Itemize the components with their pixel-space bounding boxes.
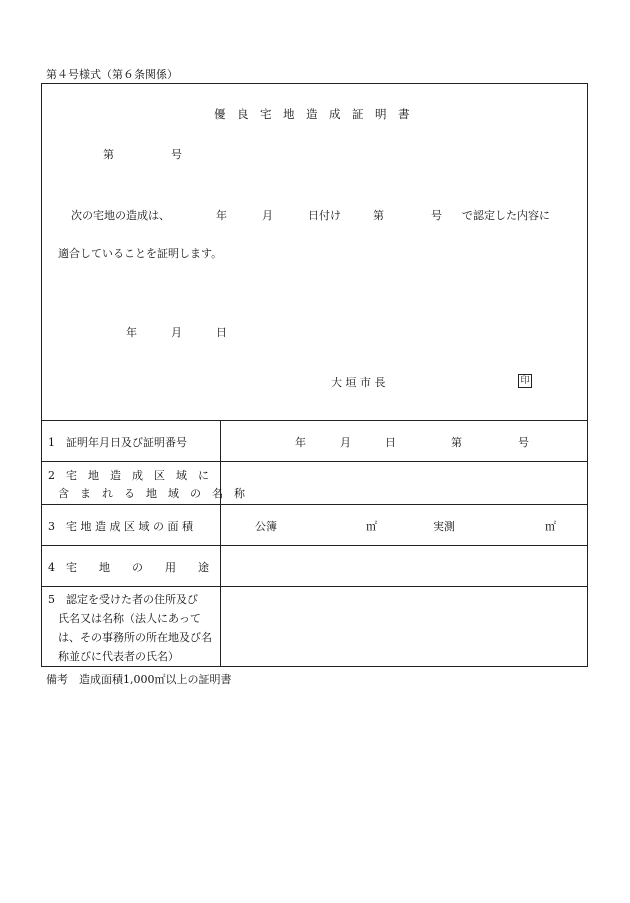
form-number: 第４号様式（第６条関係） bbox=[46, 68, 178, 81]
body-nen: 年 bbox=[216, 209, 227, 222]
row-label-applicant: 5 認定を受けた者の住所及び bbox=[48, 593, 198, 606]
row3-unit-1: ㎡ bbox=[366, 520, 377, 533]
date-tsuki: 月 bbox=[171, 326, 182, 339]
row-label-area-size: 3 宅 地 造 成 区 域 の 面 積 bbox=[48, 520, 193, 533]
date-hi: 日 bbox=[216, 326, 227, 339]
row3-unit-2: ㎡ bbox=[545, 520, 556, 533]
body-text-intro: 次の宅地の造成は、 bbox=[71, 209, 170, 222]
row-label-area-names: 2 宅 地 造 成 区 域 に bbox=[48, 469, 209, 482]
row-label-applicant-cont: 称並びに代表者の氏名） bbox=[58, 650, 179, 663]
row1-nen: 年 bbox=[295, 436, 306, 449]
row-divider bbox=[41, 420, 588, 421]
row1-dai: 第 bbox=[451, 436, 462, 449]
row-divider bbox=[41, 461, 588, 462]
body-hizuke: 日付け bbox=[308, 209, 341, 222]
frame-right-border bbox=[587, 83, 588, 667]
body-text-tail: で認定した内容に bbox=[462, 209, 550, 222]
date-nen: 年 bbox=[126, 326, 137, 339]
remark-text: 備考 造成面積1,000㎡以上の証明書 bbox=[46, 673, 232, 686]
row3-kobo: 公簿 bbox=[255, 520, 277, 533]
row-label-land-use: 4 宅 地 の 用 途 bbox=[48, 561, 209, 574]
number-go: 号 bbox=[171, 148, 182, 161]
row1-hi: 日 bbox=[385, 436, 396, 449]
row-divider bbox=[41, 586, 588, 587]
issuer-name: 大 垣 市 長 bbox=[331, 376, 386, 389]
row3-jissoku: 実測 bbox=[433, 520, 455, 533]
column-divider bbox=[220, 420, 221, 667]
row-label-applicant-cont: 氏名又は名称（法人にあって bbox=[58, 612, 201, 625]
seal-mark: 印 bbox=[518, 374, 532, 388]
row1-tsuki: 月 bbox=[340, 436, 351, 449]
frame-left-border bbox=[41, 83, 42, 667]
row-divider bbox=[41, 504, 588, 505]
body-dai: 第 bbox=[373, 209, 384, 222]
body-tsuki: 月 bbox=[262, 209, 273, 222]
frame-top-border bbox=[41, 83, 588, 84]
row-label-area-names-cont: 含 ま れ る 地 域 の 名 称 bbox=[58, 487, 245, 500]
row-label-cert-date: 1 証明年月日及び証明番号 bbox=[48, 436, 187, 449]
number-dai: 第 bbox=[103, 148, 114, 161]
body-go: 号 bbox=[431, 209, 442, 222]
row-divider bbox=[41, 545, 588, 546]
certificate-title: 優 良 宅 地 造 成 証 明 書 bbox=[214, 107, 410, 121]
row-label-applicant-cont: は、その事務所の所在地及び名 bbox=[58, 631, 212, 644]
body-text-line2: 適合していることを証明します。 bbox=[58, 247, 223, 260]
frame-bottom-border bbox=[41, 666, 588, 667]
row1-go: 号 bbox=[518, 436, 529, 449]
